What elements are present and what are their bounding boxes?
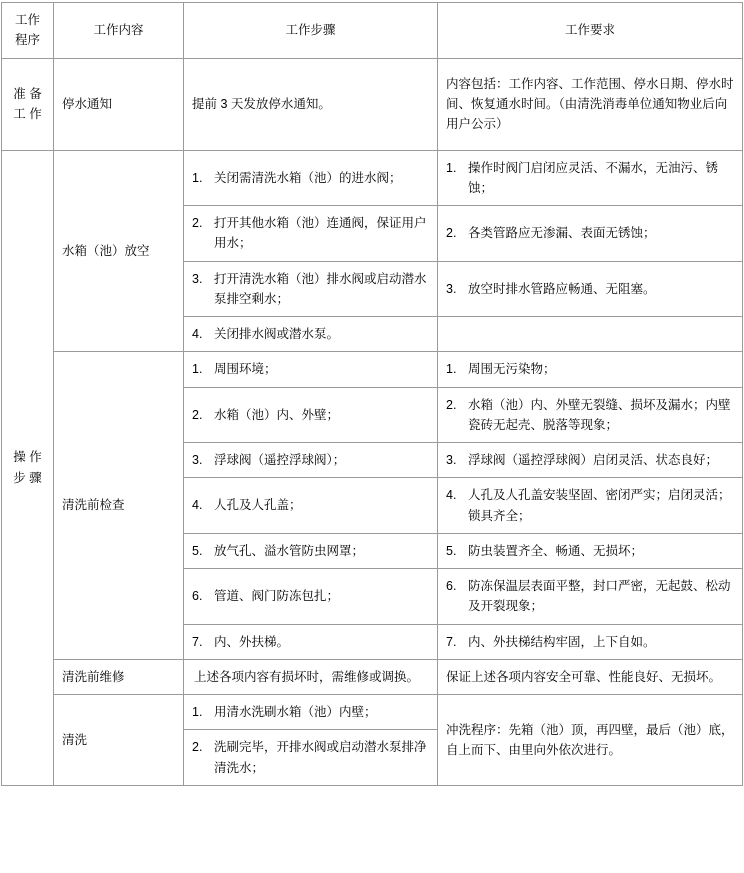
program-label-line1: 操 作 xyxy=(13,450,42,465)
content-label-cleaning: 清洗 xyxy=(54,695,184,786)
column-header-program xyxy=(2,3,54,59)
content-label-pre-clean-check: 清洗前检查 xyxy=(54,352,184,660)
step-text: 关闭排水阀或潜水泵。 xyxy=(214,327,340,341)
step-text: 人孔及人孔盖； xyxy=(214,498,302,513)
step-text: 内、外扶梯。 xyxy=(214,634,290,649)
step-item xyxy=(184,569,438,625)
requirement-number: 2. xyxy=(446,226,457,241)
step-item xyxy=(184,206,438,262)
step-item xyxy=(184,387,438,443)
column-header-requirements: 工作要求 xyxy=(438,3,743,59)
step-number: 3. xyxy=(192,453,203,467)
step-text: 周围环境； xyxy=(214,362,277,377)
step-item xyxy=(184,695,438,730)
requirement-number: 6. xyxy=(446,579,457,593)
requirement-item xyxy=(438,569,743,625)
column-header-steps: 工作步骤 xyxy=(184,3,438,59)
step-text: 洗刷完毕，开排水阀或启动潜水泵排净清洗水； xyxy=(214,740,427,775)
requirement-text: 水箱（池）内、外壁无裂缝、损坏及漏水；内壁瓷砖无起壳、脱落等现象； xyxy=(468,397,731,432)
step-item xyxy=(184,478,438,534)
requirement-number: 1. xyxy=(446,362,457,377)
step-item xyxy=(184,730,438,786)
table-row xyxy=(2,150,743,206)
steps-water-notice: 提前 3 天发放停水通知。 xyxy=(184,58,438,150)
requirement-item-empty xyxy=(438,317,743,352)
step-text: 放气孔、溢水管防虫网罩； xyxy=(214,543,365,558)
requirement-text: 各类管路应无渗漏、表面无锈蚀； xyxy=(468,226,656,241)
step-number: 1. xyxy=(192,362,203,377)
step-item xyxy=(184,352,438,387)
requirements-cleaning: 冲洗程序：先箱（池）顶，再四壁，最后（池）底，自上而下、由里向外依次进行。 xyxy=(438,695,743,786)
requirement-text: 防冻保温层表面平整，封口严密，无起鼓、松动及开裂现象； xyxy=(468,579,731,614)
work-procedure-table xyxy=(1,2,743,786)
requirement-number: 3. xyxy=(446,453,457,467)
program-label-line2: 步 骤 xyxy=(13,470,42,485)
requirement-item xyxy=(438,150,743,206)
step-number: 2. xyxy=(192,740,203,755)
table-row xyxy=(2,352,743,387)
requirement-item xyxy=(438,206,743,262)
step-item xyxy=(184,261,438,317)
step-number: 2. xyxy=(192,407,203,422)
step-text: 水箱（池）内、外壁； xyxy=(214,407,340,422)
step-number: 6. xyxy=(192,589,203,604)
requirement-number: 2. xyxy=(446,397,457,412)
program-label-line1: 准 备 xyxy=(13,86,42,101)
content-label-water-notice: 停水通知 xyxy=(54,58,184,150)
step-number: 4. xyxy=(192,327,203,341)
requirement-number: 4. xyxy=(446,488,457,503)
requirement-item xyxy=(438,443,743,478)
step-item xyxy=(184,150,438,206)
requirements-pre-clean-repair: 保证上述各项内容安全可靠、性能良好、无损坏。 xyxy=(438,659,743,694)
table-row xyxy=(2,58,743,150)
requirement-item xyxy=(438,533,743,568)
table-header xyxy=(2,3,743,59)
step-number: 2. xyxy=(192,216,203,230)
program-label-line2: 工 作 xyxy=(13,107,42,121)
requirement-number: 7. xyxy=(446,634,457,649)
requirement-text: 浮球阀（遥控浮球阀）启闭灵活、状态良好； xyxy=(468,453,719,467)
requirement-item xyxy=(438,352,743,387)
content-label-drain-tank: 水箱（池）放空 xyxy=(54,150,184,352)
requirement-item xyxy=(438,261,743,317)
content-label-pre-clean-repair: 清洗前维修 xyxy=(54,659,184,694)
step-number: 1. xyxy=(192,170,203,185)
requirement-item xyxy=(438,387,743,443)
requirement-text: 人孔及人孔盖安装坚固、密闭严实；启闭灵活；锁具齐全； xyxy=(468,488,731,523)
section-program-operation xyxy=(2,150,54,785)
column-header-program-line2: 程序 xyxy=(14,33,40,48)
step-item xyxy=(184,317,438,352)
requirement-number: 5. xyxy=(446,543,457,558)
step-text: 管道、阀门防冻包扎； xyxy=(214,589,340,604)
step-text: 打开其他水箱（池）连通阀，保证用户用水； xyxy=(214,216,427,251)
table-row xyxy=(2,695,743,730)
step-number: 5. xyxy=(192,543,203,558)
step-number: 4. xyxy=(192,498,203,513)
section-program-preparation xyxy=(2,58,54,150)
document-page xyxy=(0,2,744,873)
table-row xyxy=(2,659,743,694)
step-number: 1. xyxy=(192,705,203,719)
step-text: 打开清洗水箱（池）排水阀或启动潜水泵排空剩水； xyxy=(214,271,427,306)
step-item xyxy=(184,533,438,568)
requirements-water-notice: 内容包括：工作内容、工作范围、停水日期、停水时间、恢复通水时间。（由清洗消毒单位通知物业后向用户公示） xyxy=(438,58,743,150)
steps-pre-clean-repair: 上述各项内容有损坏时，需维修或调换。 xyxy=(184,659,438,694)
requirement-item xyxy=(438,624,743,659)
requirement-text: 放空时排水管路应畅通、无阻塞。 xyxy=(468,281,656,296)
requirement-text: 防虫装置齐全、畅通、无损坏； xyxy=(468,543,644,558)
step-text: 关闭需清洗水箱（池）的进水阀； xyxy=(214,170,402,185)
requirement-number: 1. xyxy=(446,160,457,175)
column-header-program-line1: 工作 xyxy=(14,13,40,27)
table-header-row xyxy=(2,3,743,59)
step-text: 浮球阀（遥控浮球阀）； xyxy=(214,453,346,467)
step-item xyxy=(184,624,438,659)
requirement-text: 周围无污染物； xyxy=(468,362,556,377)
requirement-text: 内、外扶梯结构牢固，上下自如。 xyxy=(468,634,656,649)
requirement-item xyxy=(438,478,743,534)
step-number: 7. xyxy=(192,634,203,649)
step-item xyxy=(184,443,438,478)
step-text: 用清水洗刷水箱（池）内壁； xyxy=(214,705,377,719)
requirement-number: 3. xyxy=(446,281,457,296)
table-body xyxy=(2,58,743,785)
step-number: 3. xyxy=(192,271,203,286)
column-header-content: 工作内容 xyxy=(54,3,184,59)
requirement-text: 操作时阀门启闭应灵活、不漏水，无油污、锈蚀； xyxy=(468,160,719,195)
